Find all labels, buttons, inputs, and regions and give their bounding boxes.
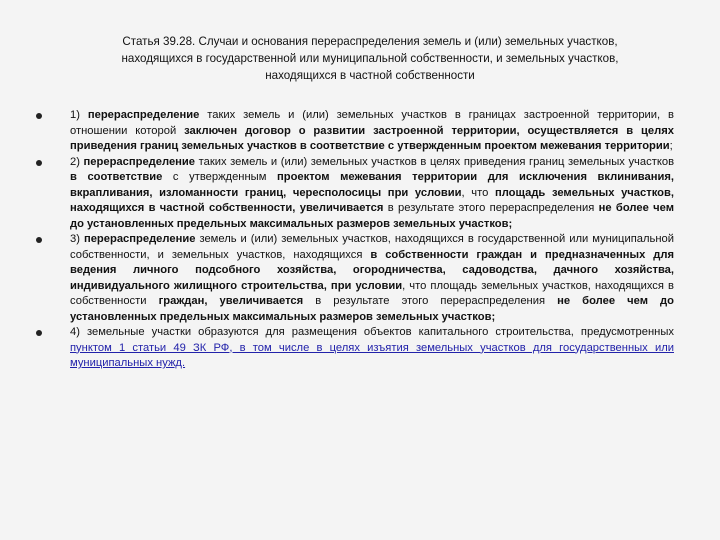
item-text	[70, 325, 674, 372]
text-span: в собственности граждан и предназначенных для ведения личного подсобного хозяйства, огородничества, садоводства, дачного хозяйства, индивидуального жилищного строительства, при условии	[70, 248, 674, 292]
text-span: перераспределение	[87, 109, 200, 121]
text-span: заключен договор о развитии застроенной территории, осуществляется в целях приведения границ земельных участков в соответствие с утвержденным проектом межевания территории	[70, 124, 674, 152]
text-span: в результате этого перераспределения	[303, 295, 558, 307]
title-line-2: находящихся в государственной или муниципальной собственности, и земельных участков,	[121, 52, 619, 65]
text-span: в результате этого перераспределения	[383, 202, 599, 214]
text-span: не более чем до установленных предельных максимальных размеров земельных участков;	[70, 202, 674, 230]
text-span: , что	[461, 186, 495, 199]
article-title	[70, 33, 670, 84]
list-item	[0, 108, 720, 155]
title-line-1: Статья 39.28. Случаи и основания перераспределения земель и (или) земельных участков,	[122, 35, 618, 48]
text-span: граждан, увеличивается	[158, 295, 304, 307]
text-span: проектом межевания территории для исключения вклинивания, вкрапливания, изломанности границ, чересполосицы при условии	[70, 171, 674, 199]
item-text	[70, 155, 674, 233]
bullet-icon	[36, 330, 42, 336]
text-span: 3)	[70, 233, 84, 245]
item-text	[70, 108, 674, 155]
item-text	[70, 232, 674, 325]
bullet-icon	[36, 113, 42, 119]
text-span: , что площадь земельных участков, находящихся в собственности	[70, 279, 674, 307]
bullet-icon	[36, 160, 42, 166]
text-span: не более чем до установленных предельных максимальных размеров земельных участков;	[70, 295, 674, 323]
text-span: перераспределение	[83, 233, 196, 245]
text-span: 4) земельные участки образуются для размещения объектов капитального строительства, предусмотренных	[70, 326, 674, 338]
title-line-3: находящихся в частной собственности	[265, 69, 475, 82]
bullet-icon	[36, 237, 42, 243]
list-item	[0, 155, 720, 233]
text-span: таких земель и (или) земельных участков в границах застроенной территории, в отношении которой	[70, 109, 674, 137]
law-reference-link[interactable]: пунктом 1 статьи 49 ЗК РФ, в том числе в целях изъятия земельных участков для государственных или муниципальных нужд.	[70, 341, 674, 369]
text-span: с утвержденным	[162, 171, 277, 183]
text-span: площадь земельных участков, находящихся в частной собственности, увеличивается	[70, 186, 674, 214]
text-span: земель и (или) земельных участков, находящихся в государственной или муниципальной собственности, и земельных участков, находящихся	[70, 233, 674, 261]
text-span: перераспределение	[83, 155, 196, 168]
text-span: 1)	[70, 109, 88, 121]
text-span: 2)	[70, 155, 84, 168]
text-span: в соответствие	[70, 171, 163, 183]
bullet-list	[0, 108, 720, 372]
text-span: ;	[669, 140, 673, 152]
list-item	[0, 232, 720, 325]
text-span: таких земель и (или) земельных участков в целях приведения границ земельных участков	[195, 155, 675, 168]
list-item	[0, 325, 720, 372]
